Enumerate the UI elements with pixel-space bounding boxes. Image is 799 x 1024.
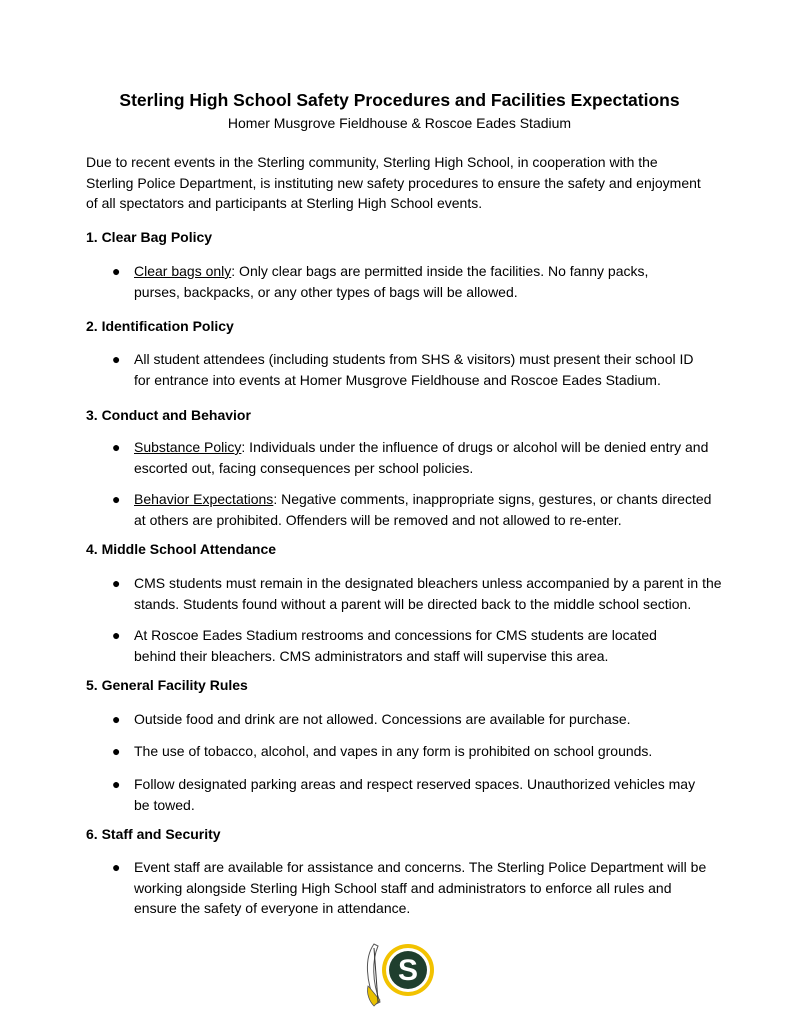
section-heading-clear-bag: 1. Clear Bag Policy [86,229,213,245]
intro-paragraph: Due to recent events in the Sterling community, Sterling High School, in cooperation with the Sterling Police Department, is instituting new safety procedures to ensure the safety and enjoyment of all spectators and participants at Sterling High School events. [86,154,701,211]
bullet-icon: ● [112,351,121,367]
bullet-text: Event staff are available for assistance and concerns. The Sterling Police Department will be working alongside Sterling High School staff and administrators to enforce all rules and ensure the safety of everyone in attendance. [134,859,707,916]
bullet-icon: ● [112,491,121,507]
bullet-text: : Only clear bags are permitted inside the facilities. No fanny packs, purses, backpacks, or any other types of bags will be allowed. [134,263,649,300]
bullet-text: CMS students must remain in the designated bleachers unless accompanied by a parent in the stands. Students found without a parent will be directed back to the middle school section. [134,575,722,612]
bullet-text: The use of tobacco, alcohol, and vapes in any form is prohibited on school grounds. [134,743,653,759]
section-heading-conduct: 3. Conduct and Behavior [86,407,251,423]
bullet-icon: ● [112,743,121,759]
bullet-label: Substance Policy [134,439,242,455]
list-item [112,261,682,302]
list-item [112,437,712,478]
s-emblem-icon [382,944,434,996]
bullet-text: : Negative comments, inappropriate signs, gestures, or chants directed at others are prohibited. Offenders will be removed and not allowed to re-enter. [134,491,712,528]
bullet-text: : Individuals under the influence of drugs or alcohol will be denied entry and escorted out, facing consequences per school policies. [134,439,709,476]
section-heading-general-facility: 5. General Facility Rules [86,677,248,693]
bullet-icon: ● [112,627,121,643]
list-item [112,349,712,390]
list-item [112,857,712,919]
bullet-icon: ● [112,776,121,792]
section-heading-middle-school: 4. Middle School Attendance [86,541,277,557]
bullet-label: Clear bags only [134,263,232,279]
document-title: Sterling High School Safety Procedures and Facilities Expectations [119,90,680,110]
list-item [112,489,712,530]
bullet-label: Behavior Expectations [134,491,274,507]
list-item [112,774,712,815]
bullet-icon: ● [112,859,121,875]
bullet-icon: ● [112,263,121,279]
bullet-text: All student attendees (including students from SHS & visitors) must present their school ID for entrance into events at Homer Musgrove Fieldhouse and Roscoe Eades Stadium. [134,351,694,388]
section-heading-staff-security: 6. Staff and Security [86,826,221,842]
list-item [112,573,752,614]
logo-letter: S [397,954,419,987]
bullet-icon: ● [112,439,121,455]
feather-icon [367,944,380,1006]
bullet-icon: ● [112,575,121,591]
bullet-text: Outside food and drink are not allowed. Concessions are available for purchase. [134,711,631,727]
bullet-text: Follow designated parking areas and respect reserved spaces. Unauthorized vehicles may be towed. [134,776,696,813]
bullet-text: At Roscoe Eades Stadium restrooms and concessions for CMS students are located behind their bleachers. CMS administrators and staff will supervise this area. [134,627,657,664]
list-item [112,709,752,730]
list-item [112,741,752,762]
document-subtitle: Homer Musgrove Fieldhouse & Roscoe Eades Stadium [227,115,572,131]
bullet-icon: ● [112,711,121,727]
school-logo [360,938,436,1010]
list-item [112,625,702,666]
section-heading-identification: 2. Identification Policy [86,318,234,334]
